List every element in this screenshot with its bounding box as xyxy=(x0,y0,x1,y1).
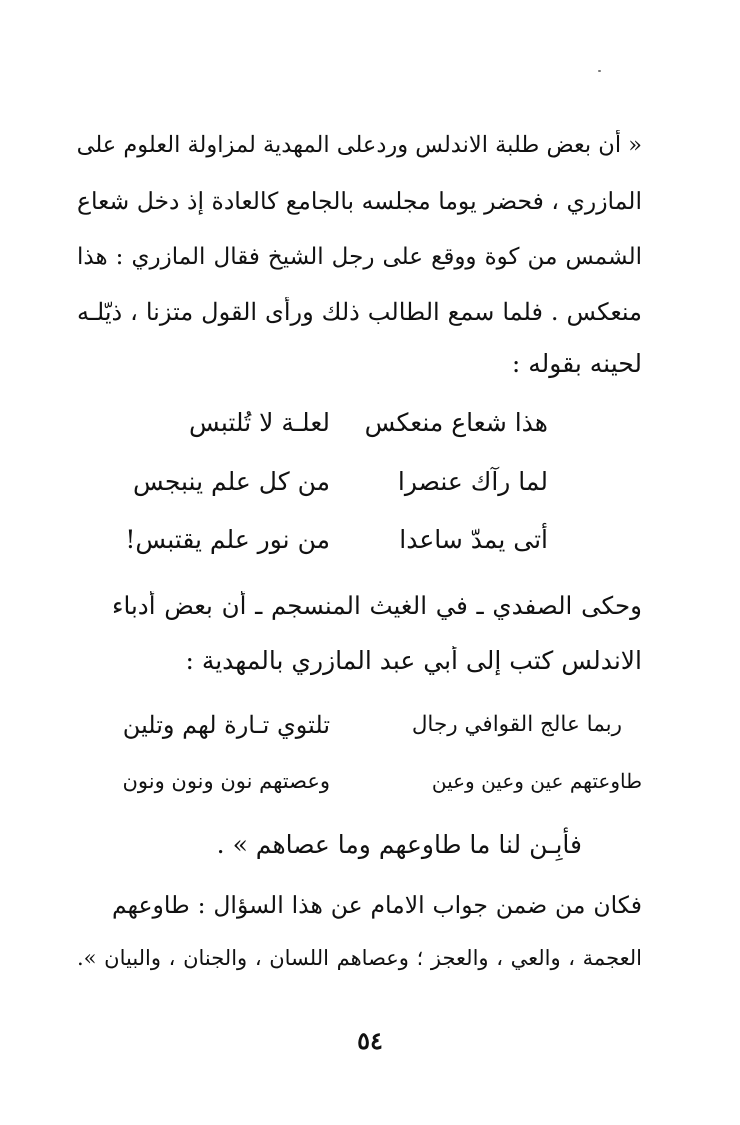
poem1-verse-1-first-hemistich: هذا شعاع منعكس xyxy=(364,408,548,437)
paragraph1-line-3: الشمس من كوة ووقع على رجل الشيخ فقال المازري : هذا xyxy=(77,244,642,270)
poem1-verse-1-second-hemistich: لعلـة لا تُلتبس xyxy=(188,408,330,437)
poem2-verse-2-first-hemistich: طاوعتهم عين وعين وعين xyxy=(431,769,642,793)
poem1-verse-3-first-hemistich: أتى يمدّ ساعدا xyxy=(399,525,548,554)
page-number: ٥٤ xyxy=(357,1026,383,1055)
paragraph3-line-2: العجمة ، والعي ، والعجز ؛ وعصاهم اللسان ، والجنان ، والبيان ». xyxy=(77,946,642,970)
paragraph2-line-2: الاندلس كتب إلى أبي عبد المازري بالمهدية : xyxy=(185,646,642,675)
poem2-verse-1-second-hemistich: تلتوي تـارة لهم وتلين xyxy=(122,711,330,739)
poem2-verse-2-second-hemistich: وعصتهم نون ونون ونون xyxy=(122,769,330,793)
paragraph1-line-1: « أن بعض طلبة الاندلس وردعلى المهدية لمزاولة العلوم على xyxy=(77,132,642,158)
paragraph1-line-2: المازري ، فحضر يوما مجلسه بالجامع كالعادة إذ دخل شعاع xyxy=(77,187,642,215)
poem1-verse-2-first-hemistich: لما رآك عنصرا xyxy=(397,467,548,496)
poem1-verse-2-second-hemistich: من كل علم ينبجس xyxy=(133,467,330,496)
poem2-verse-1-first-hemistich: ربما عالج القوافي رجال xyxy=(411,712,622,737)
paragraph3-line-1: فكان من ضمن جواب الامام عن هذا السؤال : طاوعهم xyxy=(112,891,642,919)
paragraph1-line-5: لحينه بقوله : xyxy=(511,349,642,378)
paragraph2-line-1: وحكى الصفدي ـ في الغيث المنسجم ـ أن بعض أدباء xyxy=(112,591,642,620)
paragraph1-line-4: منعكس . فلما سمع الطالب ذلك ورأى القول متزنا ، ذيّلـه xyxy=(77,298,642,326)
poem1-verse-3-second-hemistich: من نور علم يقتبس! xyxy=(125,525,330,554)
poem2-closing-line: فأبِـن لنا ما طاوعهم وما عصاهم » . xyxy=(216,830,582,859)
paper-speck xyxy=(598,70,601,72)
